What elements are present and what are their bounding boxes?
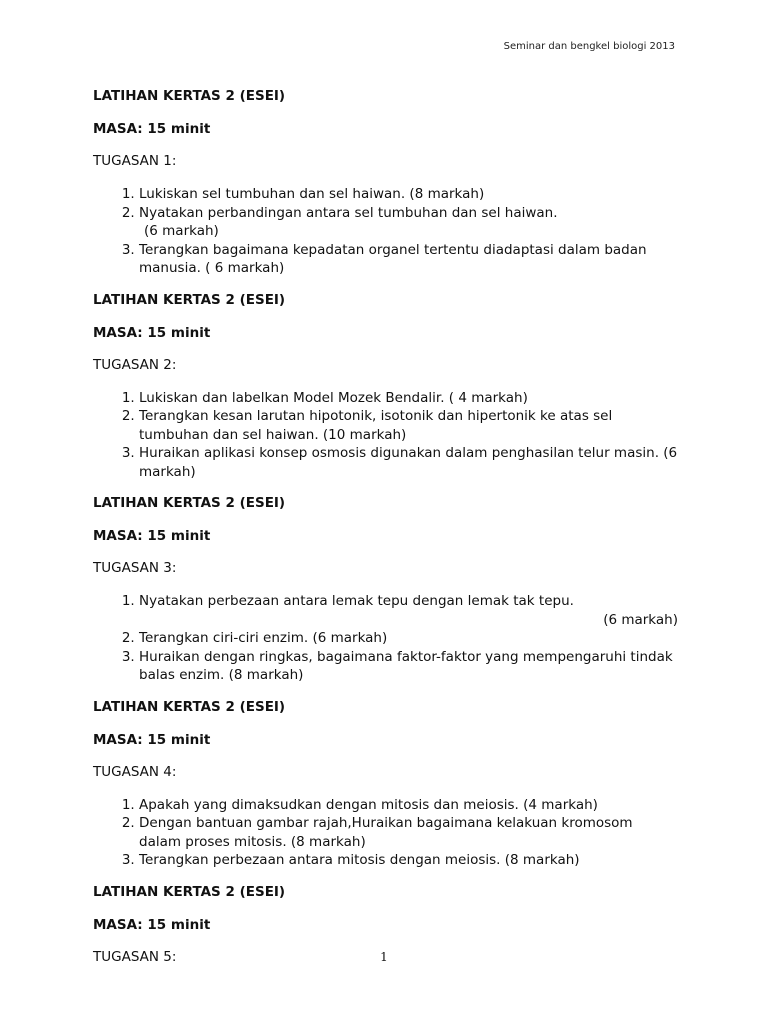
question-list <box>93 592 678 685</box>
question-item <box>139 814 678 851</box>
question-text: Nyatakan perbezaan antara lemak tepu dengan lemak tak tepu. <box>139 593 574 609</box>
question-list <box>93 389 678 482</box>
question-text: Lukiskan dan labelkan Model Mozek Bendalir. ( 4 markah) <box>139 389 528 406</box>
question-item <box>139 389 678 408</box>
section-time: MASA: 15 minit <box>93 121 211 137</box>
section-title: LATIHAN KERTAS 2 (ESEI) <box>93 698 286 715</box>
question-text: Lukiskan sel tumbuhan dan sel haiwan. (8 markah) <box>139 186 485 202</box>
question-item <box>139 592 678 629</box>
section-title: LATIHAN KERTAS 2 (ESEI) <box>93 883 286 900</box>
exercise-section <box>93 88 678 278</box>
page-number: 1 <box>380 950 388 964</box>
section-time: MASA: 15 minit <box>93 731 211 748</box>
task-heading: TUGASAN 1: <box>93 153 177 169</box>
question-list <box>93 185 678 278</box>
exercise-section <box>93 292 678 482</box>
question-item <box>139 796 678 815</box>
question-text: Terangkan perbezaan antara mitosis dengan meiosis. (8 markah) <box>139 852 580 868</box>
task-heading: TUGASAN 5: <box>93 948 177 965</box>
question-item <box>139 629 678 648</box>
question-item <box>139 185 678 204</box>
question-text: Nyatakan perbandingan antara sel tumbuhan dan sel haiwan. <box>139 204 558 221</box>
question-mark: (6 markah) <box>603 611 678 628</box>
question-item <box>139 851 678 870</box>
question-text: Terangkan ciri-ciri enzim. (6 markah) <box>139 630 388 646</box>
task-heading: TUGASAN 2: <box>93 356 177 373</box>
document-content <box>93 88 678 981</box>
section-time: MASA: 15 minit <box>93 916 211 933</box>
question-text: Apakah yang dimaksudkan dengan mitosis dan meiosis. (4 markah) <box>139 796 598 813</box>
section-title: LATIHAN KERTAS 2 (ESEI) <box>93 88 286 104</box>
question-text: Terangkan kesan larutan hipotonik, isotonik dan hipertonik ke atas sel tumbuhan dan sel haiwan. (10 markah) <box>139 408 613 443</box>
question-text: Huraikan aplikasi konsep osmosis digunakan dalam penghasilan telur masin. (6 markah) <box>139 445 678 480</box>
question-text: Terangkan bagaimana kepadatan organel tertentu diadaptasi dalam badan manusia. ( 6 markah) <box>139 241 647 276</box>
question-mark: (6 markah) <box>144 223 219 239</box>
task-heading: TUGASAN 3: <box>93 560 177 576</box>
page-header: Seminar dan bengkel biologi 2013 <box>503 41 675 52</box>
section-time: MASA: 15 minit <box>93 528 211 544</box>
exercise-section <box>93 699 678 870</box>
task-heading: TUGASAN 4: <box>93 763 177 780</box>
exercise-section <box>93 495 678 685</box>
question-item <box>139 648 678 685</box>
section-title: LATIHAN KERTAS 2 (ESEI) <box>93 495 286 511</box>
question-text: Huraikan dengan ringkas, bagaimana faktor-faktor yang mempengaruhi tindak balas enzim. (8 markah) <box>139 648 673 683</box>
question-item <box>139 407 678 444</box>
question-list <box>93 796 678 870</box>
question-item <box>139 204 678 241</box>
question-item <box>139 241 678 278</box>
question-text: Dengan bantuan gambar rajah,Huraikan bagaimana kelakuan kromosom dalam proses mitosis. (8 markah) <box>139 815 633 850</box>
question-item <box>139 444 678 481</box>
section-title: LATIHAN KERTAS 2 (ESEI) <box>93 291 286 308</box>
section-time: MASA: 15 minit <box>93 324 211 341</box>
